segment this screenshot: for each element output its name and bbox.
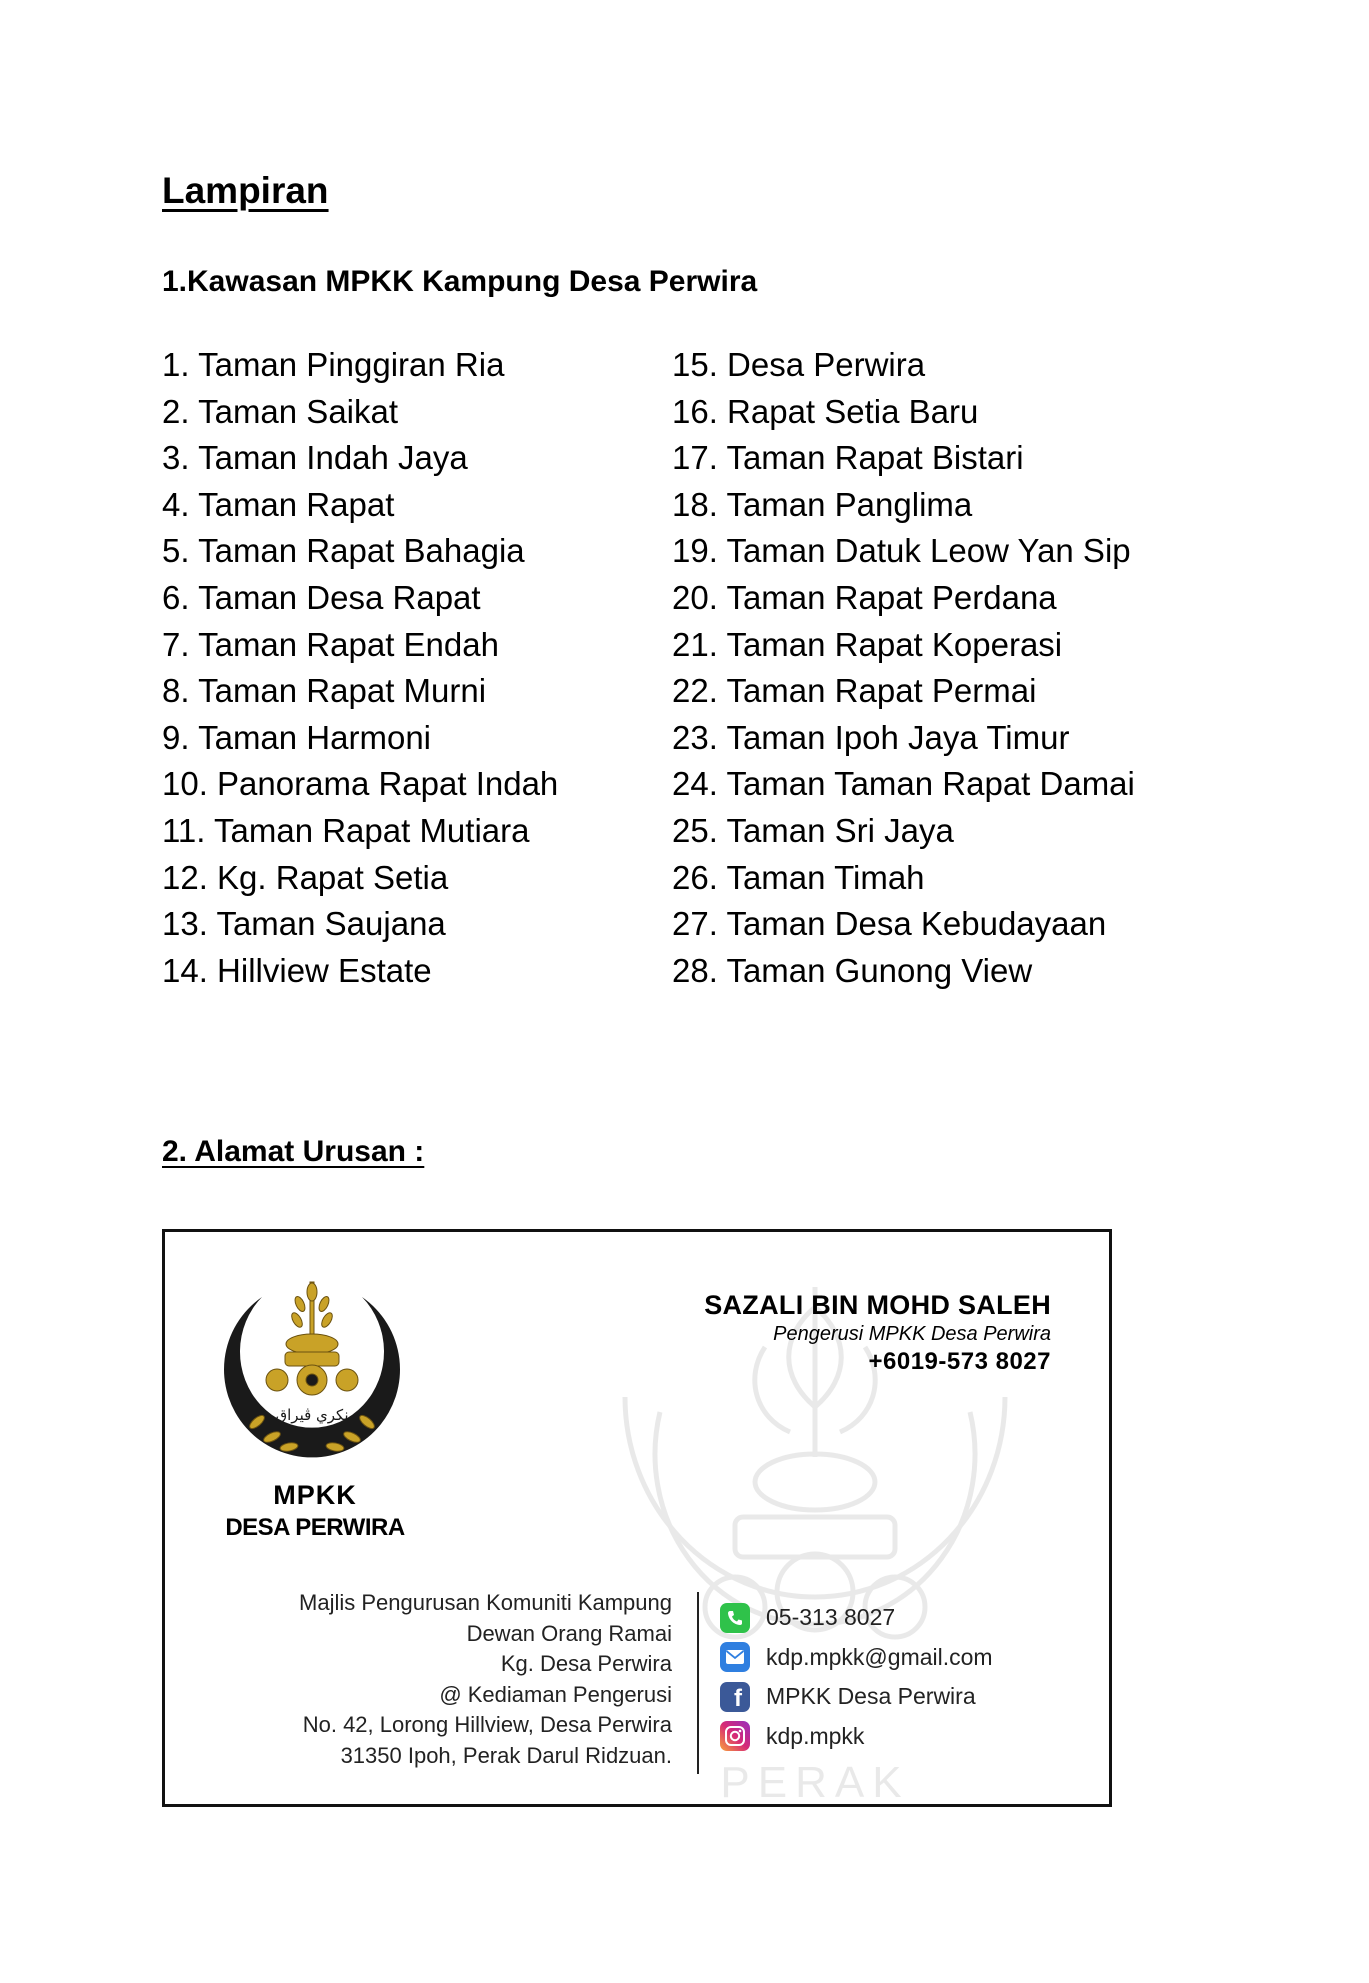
contact-email-text[interactable]: kdp.mpkk@gmail.com: [766, 1643, 993, 1670]
area-list-right: [672, 342, 1135, 994]
card-divider: [697, 1592, 699, 1774]
area-item: 9. Taman Harmoni: [162, 718, 432, 756]
address-line: 31350 Ipoh, Perak Darul Ridzuan.: [340, 1742, 672, 1768]
area-item: 27. Taman Desa Kebudayaan: [672, 905, 1107, 943]
address-line: Dewan Orang Ramai: [466, 1620, 672, 1646]
person-name: SAZALI BIN MOHD SALEH: [704, 1290, 1051, 1320]
page-title: Lampiran: [162, 170, 329, 211]
area-item: 20. Taman Rapat Perdana: [672, 578, 1057, 616]
area-item: 6. Taman Desa Rapat: [162, 578, 481, 616]
section-1-heading: 1.Kawasan MPKK Kampung Desa Perwira: [162, 265, 758, 298]
area-item: 17. Taman Rapat Bistari: [672, 439, 1024, 477]
area-item: 3. Taman Indah Jaya: [162, 439, 468, 477]
area-item: 2. Taman Saikat: [162, 392, 399, 430]
contact-person: [704, 1290, 1051, 1376]
area-item: 23. Taman Ipoh Jaya Timur: [672, 718, 1070, 756]
area-item: 22. Taman Rapat Permai: [672, 672, 1037, 710]
address-line: @ Kediaman Pengerusi: [439, 1681, 672, 1707]
area-item: 26. Taman Timah: [672, 858, 925, 896]
address-block: [299, 1588, 672, 1771]
area-item: 21. Taman Rapat Koperasi: [672, 625, 1063, 663]
area-item: 10. Panorama Rapat Indah: [162, 765, 559, 803]
contact-list: [720, 1598, 993, 1756]
whatsapp-icon: [720, 1603, 750, 1633]
logo-script-text: نکري ڤيراق: [275, 1406, 349, 1424]
address-line: No. 42, Lorong Hillview, Desa Perwira: [302, 1712, 672, 1737]
area-item: 28. Taman Gunong View: [672, 951, 1033, 989]
email-icon: [720, 1642, 750, 1672]
instagram-icon: [720, 1721, 750, 1751]
person-phone: +6019-573 8027: [868, 1348, 1051, 1375]
facebook-icon: f: [720, 1682, 750, 1712]
area-item: 13. Taman Saujana: [162, 905, 446, 943]
area-item: 25. Taman Sri Jaya: [672, 811, 954, 849]
logo-text-mpkk: MPKK: [273, 1480, 357, 1510]
area-list-left: [162, 342, 558, 994]
address-line: Kg. Desa Perwira: [500, 1651, 672, 1676]
contact-row-phone: [720, 1598, 993, 1638]
area-item: 1. Taman Pinggiran Ria: [162, 346, 505, 383]
area-item: 11. Taman Rapat Mutiara: [162, 811, 530, 849]
contact-phone-text: 05-313 8027: [766, 1604, 896, 1631]
mpkk-logo-icon: [217, 1272, 407, 1472]
area-item: 14. Hillview Estate: [162, 951, 432, 989]
area-item: 15. Desa Perwira: [672, 346, 926, 383]
contact-row-instagram: [720, 1717, 993, 1757]
person-role: Pengerusi MPKK Desa Perwira: [773, 1323, 1051, 1345]
area-item: 12. Kg. Rapat Setia: [162, 858, 449, 896]
address-line: Majlis Pengurusan Komuniti Kampung: [299, 1590, 672, 1615]
contact-facebook-text[interactable]: MPKK Desa Perwira: [766, 1683, 976, 1710]
contact-row-email: [720, 1638, 993, 1678]
contact-instagram-text[interactable]: kdp.mpkk: [766, 1722, 865, 1749]
area-item: 8. Taman Rapat Murni: [162, 672, 487, 710]
contact-row-facebook: [720, 1677, 993, 1717]
business-card: [162, 1229, 1112, 1807]
logo-text-desa-perwira: DESA PERWIRA: [225, 1514, 405, 1541]
area-item: 18. Taman Panglima: [672, 485, 973, 523]
area-item: 7. Taman Rapat Endah: [162, 625, 499, 663]
area-item: 19. Taman Datuk Leow Yan Sip: [672, 532, 1131, 570]
area-item: 4. Taman Rapat: [162, 485, 395, 523]
area-item: 5. Taman Rapat Bahagia: [162, 532, 525, 570]
watermark-text: PERAK: [720, 1758, 910, 1807]
section-2-heading: 2. Alamat Urusan :: [162, 1135, 425, 1168]
area-item: 24. Taman Taman Rapat Damai: [672, 765, 1135, 803]
area-item: 16. Rapat Setia Baru: [672, 392, 979, 430]
